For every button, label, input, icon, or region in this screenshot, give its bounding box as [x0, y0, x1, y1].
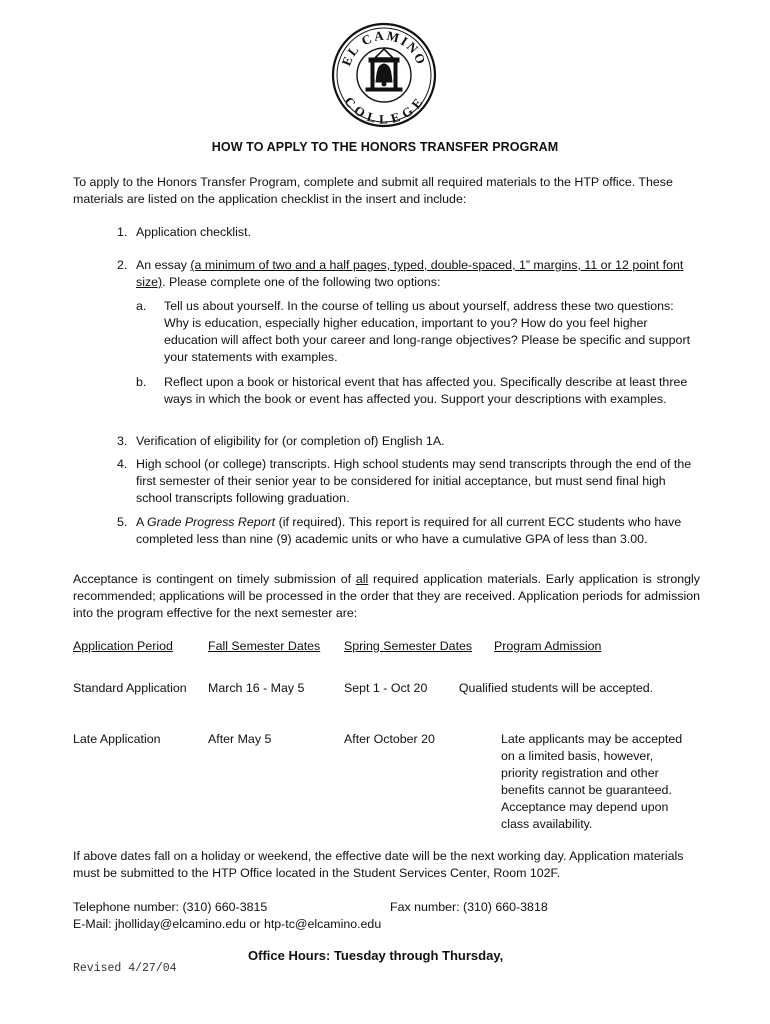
list-item: [117, 514, 697, 548]
report-name: Grade Progress Report: [147, 515, 276, 529]
list-item: [117, 456, 697, 507]
header-program-admission: Program Admission: [494, 639, 602, 653]
row-standard-admission: Qualified students will be accepted.: [458, 681, 654, 695]
intro-paragraph: To apply to the Honors Transfer Program, complete and submit all required materials to the HTP office. These materials are listed on the application checklist in the insert and include:: [73, 175, 673, 206]
revision-date: Revised 4/27/04: [73, 962, 177, 975]
header-application-period: Application Period: [73, 639, 173, 653]
list-item: [117, 257, 697, 291]
item-number: 5.: [117, 515, 128, 529]
item-number: 1.: [117, 225, 128, 239]
option-letter: a.: [136, 299, 147, 313]
item-text: A Grade Progress Report (if required). This report is required for all current ECC students who have completed less than nine (9) academic units or who have a cumulative GPA of less than 3.00.: [136, 515, 682, 546]
header-fall-dates: Fall Semester Dates: [208, 639, 321, 653]
bell-icon: [366, 49, 402, 91]
essay-requirements: (a minimum of two and a half pages, typed, double-spaced, 1” margins, 11 or 12 point font size): [136, 258, 684, 289]
list-item: [117, 224, 697, 241]
option-text: Reflect upon a book or historical event that has affected you. Specifically describe at least three ways in which the book or event has affected you. Support your descriptions with examples.: [164, 375, 688, 406]
item-text: High school (or college) transcripts. High school students may send transcripts through the end of the first semester of their senior year to be considered for initial acceptance, but must send final high school transcripts following graduation.: [136, 457, 692, 505]
essay-option: [136, 374, 696, 408]
list-item: [117, 433, 697, 450]
item-text: Application checklist.: [136, 225, 252, 239]
essay-option: [136, 298, 696, 366]
telephone-number: Telephone number: (310) 660-3815: [73, 900, 268, 914]
item-text: An essay (a minimum of two and a half pages, typed, double-spaced, 1” margins, 11 or 12 point font size). Please complete one of the following two options:: [136, 258, 684, 289]
row-late-fall: After May 5: [208, 732, 272, 746]
email-addresses: E-Mail: jholliday@elcamino.edu or htp-tc@elcamino.edu: [73, 917, 382, 931]
fax-number: Fax number: (310) 660-3818: [390, 900, 548, 914]
row-standard-spring: Sept 1 - Oct 20: [344, 681, 428, 695]
holiday-note: If above dates fall on a holiday or weekend, the effective date will be the next working day. Application materials must be submitted to the HTP Office located in the Student Services Center, Room 102F.: [73, 849, 684, 880]
option-text: Tell us about yourself. In the course of telling us about yourself, address these two questions: Why is education, especially higher education, important to you? How do you feel higher education will affect both your career and long-range objectives? Please be specific and support your statements with examples.: [164, 299, 691, 364]
logo-top-text: EL CAMINO: [338, 27, 430, 68]
college-seal-logo: [331, 22, 437, 128]
row-late-admission: Late applicants may be accepted on a limited basis, however, priority registration and other benefits cannot be guaranteed. Acceptance may depend upon class availability.: [501, 732, 683, 831]
option-letter: b.: [136, 375, 147, 389]
emphasis-all: all: [355, 572, 369, 586]
row-standard-fall: March 16 - May 5: [208, 681, 305, 695]
document-title: HOW TO APPLY TO THE HONORS TRANSFER PROGRAM: [211, 140, 559, 154]
item-number: 3.: [117, 434, 128, 448]
row-late-period: Late Application: [73, 732, 161, 746]
item-number: 4.: [117, 457, 128, 471]
contact-block: [73, 899, 713, 933]
row-standard-period: Standard Application: [73, 681, 187, 695]
svg-text:COLLEGE: [341, 94, 426, 127]
item-text: Verification of eligibility for (or completion of) English 1A.: [136, 434, 445, 448]
item-number: 2.: [117, 258, 128, 272]
header-spring-dates: Spring Semester Dates: [344, 639, 473, 653]
acceptance-paragraph: Acceptance is contingent on timely submission of all required application materials. Early application is strongly recommended; applications will be processed in the order that they are received. Application periods for admission into the program effective for the next semester are:: [73, 572, 700, 620]
logo-bottom-text: COLLEGE: [341, 93, 427, 127]
office-hours: Office Hours: Tuesday through Thursday,: [248, 948, 504, 963]
row-late-spring: After October 20: [344, 732, 435, 746]
